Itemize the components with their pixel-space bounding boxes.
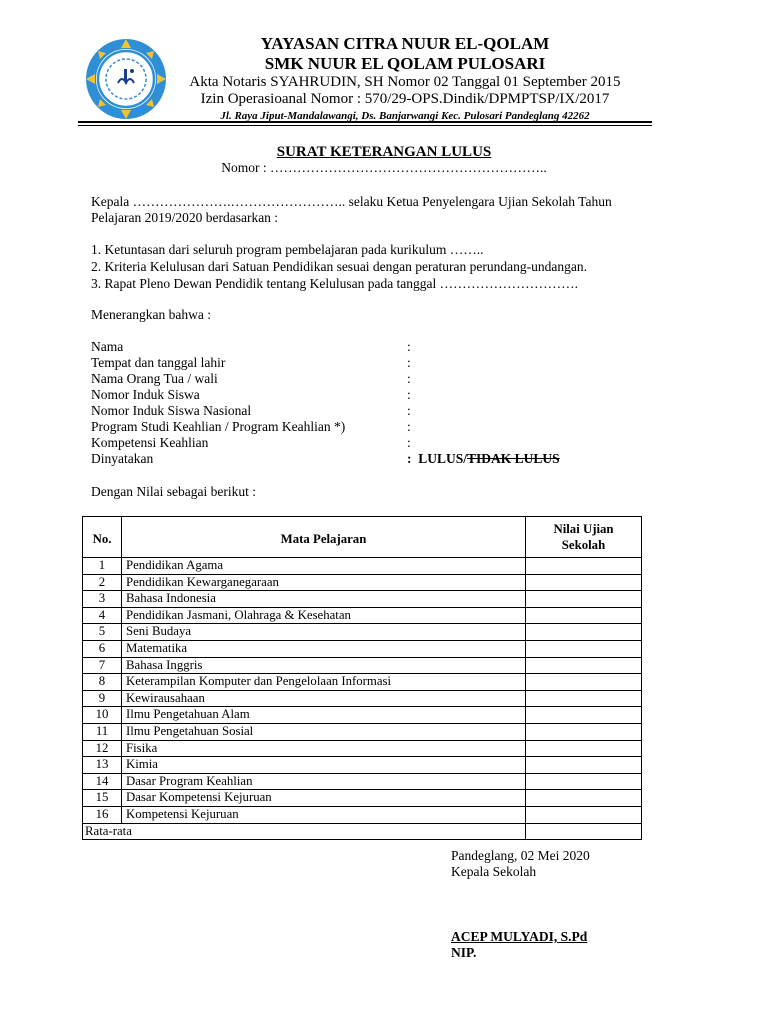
table-row [83, 790, 642, 807]
table-row [83, 674, 642, 691]
row-number: 12 [83, 740, 122, 757]
header-score-line2: Sekolah [561, 538, 606, 552]
row-subject: Dasar Program Keahlian [122, 773, 526, 790]
field-colon: : [407, 435, 411, 450]
signature-role: Kepala Sekolah [451, 864, 537, 879]
basis-point-3: 3. Rapat Pleno Dewan Pendidik tentang Kelulusan pada tanggal …………………………. [91, 276, 579, 291]
signature-name: ACEP MULYADI, S.Pd [451, 929, 588, 944]
school-emblem-icon [82, 36, 170, 122]
field-colon: : [407, 419, 411, 434]
field-colon: : [407, 451, 412, 466]
row-score [526, 740, 642, 757]
table-row [83, 690, 642, 707]
table-row [83, 607, 642, 624]
field-parent-label: Nama Orang Tua / wali [91, 371, 218, 386]
row-score [526, 690, 642, 707]
row-score [526, 574, 642, 591]
school-name: SMK NUUR EL QOLAM PULOSARI [264, 54, 546, 73]
row-number: 8 [83, 674, 122, 691]
grades-table [82, 516, 642, 840]
header-subject: Mata Pelajaran [122, 517, 526, 558]
table-row [83, 723, 642, 740]
table-row [83, 591, 642, 608]
field-colon: : [407, 387, 411, 402]
field-declared-label: Dinyatakan [91, 451, 154, 466]
row-number: 13 [83, 757, 122, 774]
row-subject: Pendidikan Agama [122, 558, 526, 575]
table-row [83, 773, 642, 790]
header-no: No. [83, 517, 122, 558]
table-row [83, 740, 642, 757]
field-nis-label: Nomor Induk Siswa [91, 387, 200, 402]
graduation-status [407, 451, 560, 467]
table-row [83, 657, 642, 674]
row-subject: Seni Budaya [122, 624, 526, 641]
operating-permit: Izin Operasioanal Nomor : 570/29-OPS.Dindik/DPMPTSP/IX/2017 [200, 91, 610, 107]
table-row [83, 558, 642, 575]
row-number: 14 [83, 773, 122, 790]
row-score [526, 757, 642, 774]
row-subject: Pendidikan Kewarganegaraan [122, 574, 526, 591]
field-program-label: Program Studi Keahlian / Program Keahlian *) [91, 419, 346, 434]
row-subject: Dasar Kompetensi Kejuruan [122, 790, 526, 807]
row-subject: Ilmu Pengetahuan Sosial [122, 723, 526, 740]
row-subject: Ilmu Pengetahuan Alam [122, 707, 526, 724]
row-number: 6 [83, 640, 122, 657]
row-number: 7 [83, 657, 122, 674]
row-subject: Keterampilan Komputer dan Pengelolaan Informasi [122, 674, 526, 691]
document-title: SURAT KETERANGAN LULUS [276, 144, 492, 160]
row-score [526, 773, 642, 790]
signature-nip: NIP. [451, 945, 477, 960]
row-number: 5 [83, 624, 122, 641]
header-divider-thick [78, 121, 652, 123]
field-colon: : [407, 403, 411, 418]
intro-line-1: Kepala ………………….…………………….. selaku Ketua Penyelengara Ujian Sekolah Tahun [91, 194, 612, 209]
row-subject: Pendidikan Jasmani, Olahraga & Kesehatan [122, 607, 526, 624]
row-number: 15 [83, 790, 122, 807]
school-address: Jl. Raya Jiput-Mandalawangi, Ds. Banjarwangi Kec. Pulosari Pandeglang 42262 [220, 110, 590, 122]
row-score [526, 790, 642, 807]
average-label: Rata-rata [83, 823, 526, 840]
table-row [83, 707, 642, 724]
table-row [83, 806, 642, 823]
row-score [526, 707, 642, 724]
row-number: 2 [83, 574, 122, 591]
row-score [526, 657, 642, 674]
basis-point-2: 2. Kriteria Kelulusan dari Satuan Pendidikan sesuai dengan peraturan perundang-undangan. [91, 259, 587, 274]
basis-point-1: 1. Ketuntasan dari seluruh program pembelajaran pada kurikulum …….. [91, 242, 484, 257]
status-fail-struck: TIDAK LULUS [467, 451, 560, 466]
row-subject: Fisika [122, 740, 526, 757]
average-row [83, 823, 642, 840]
row-subject: Kimia [122, 757, 526, 774]
field-competency-label: Kompetensi Keahlian [91, 435, 209, 450]
document-number: Nomor : …………………………………………………….. [221, 160, 547, 175]
header-divider-thin [78, 125, 652, 126]
row-subject: Matematika [122, 640, 526, 657]
table-row [83, 640, 642, 657]
row-number: 10 [83, 707, 122, 724]
field-colon: : [407, 339, 411, 354]
intro-line-2: Pelajaran 2019/2020 berdasarkan : [91, 210, 279, 225]
row-score [526, 607, 642, 624]
table-row [83, 574, 642, 591]
field-birth-label: Tempat dan tanggal lahir [91, 355, 226, 370]
field-name-label: Nama [91, 339, 124, 354]
row-score [526, 624, 642, 641]
row-subject: Bahasa Indonesia [122, 591, 526, 608]
row-score [526, 591, 642, 608]
foundation-name: YAYASAN CITRA NUUR EL-QOLAM [260, 34, 550, 53]
grades-intro: Dengan Nilai sebagai berikut : [91, 484, 256, 499]
declares-label: Menerangkan bahwa : [91, 307, 211, 322]
field-colon: : [407, 355, 411, 370]
average-score [526, 823, 642, 840]
letterhead [180, 34, 630, 123]
row-number: 1 [83, 558, 122, 575]
table-header-row [83, 517, 642, 558]
table-row [83, 757, 642, 774]
row-number: 11 [83, 723, 122, 740]
field-nisn-label: Nomor Induk Siswa Nasional [91, 403, 252, 418]
row-number: 3 [83, 591, 122, 608]
header-score [526, 517, 642, 558]
notary-deed: Akta Notaris SYAHRUDIN, SH Nomor 02 Tanggal 01 September 2015 [189, 74, 621, 90]
row-number: 9 [83, 690, 122, 707]
row-number: 4 [83, 607, 122, 624]
row-score [526, 806, 642, 823]
table-row [83, 624, 642, 641]
row-subject: Kompetensi Kejuruan [122, 806, 526, 823]
row-score [526, 640, 642, 657]
grades-body [83, 558, 642, 840]
field-colon: : [407, 371, 411, 386]
row-score [526, 558, 642, 575]
row-subject: Kewirausahaan [122, 690, 526, 707]
row-subject: Bahasa Inggris [122, 657, 526, 674]
row-number: 16 [83, 806, 122, 823]
signature-place-date: Pandeglang, 02 Mei 2020 [451, 848, 590, 863]
status-pass: LULUS/ [418, 451, 468, 466]
header-score-line1: Nilai Ujian [553, 522, 614, 536]
row-score [526, 723, 642, 740]
row-score [526, 674, 642, 691]
